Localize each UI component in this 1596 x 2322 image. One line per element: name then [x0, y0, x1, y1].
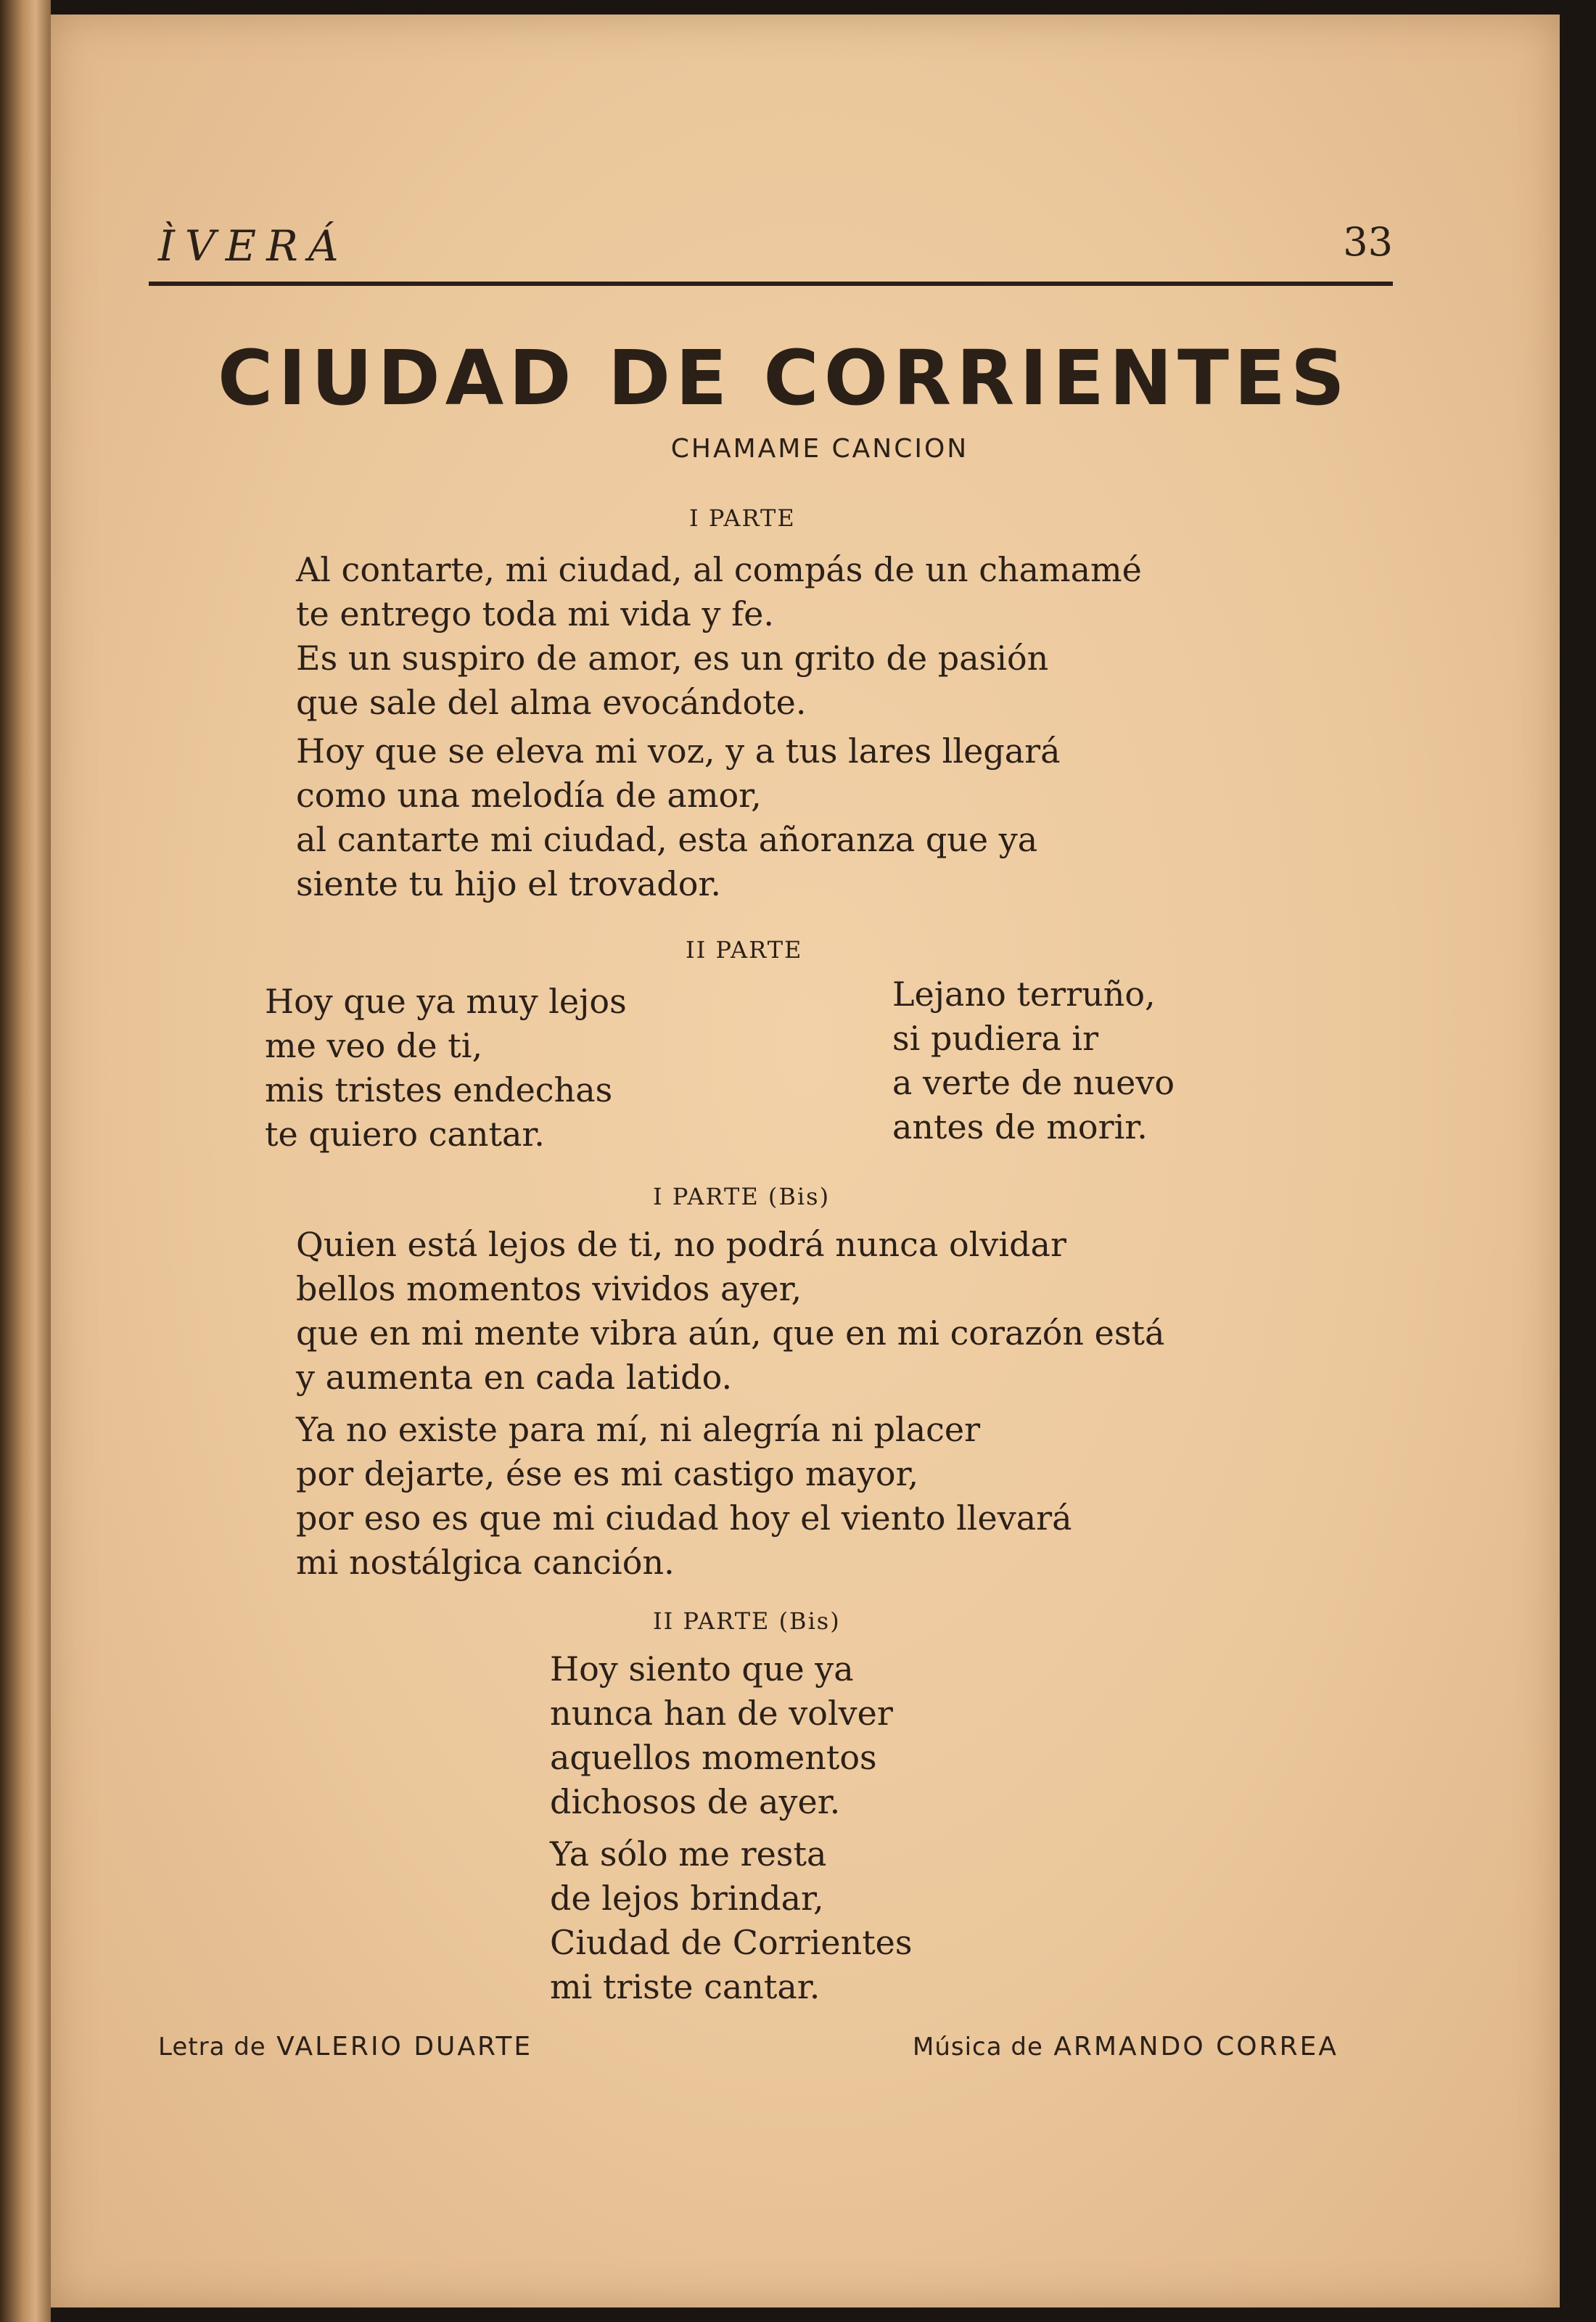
lyric-line: te entrego toda mi vida y fe.	[296, 594, 774, 633]
stanza	[296, 1408, 1072, 1585]
lyric-line: Hoy siento que ya	[550, 1649, 854, 1689]
stanza	[550, 1832, 913, 2009]
section-label: I PARTE (Bis)	[653, 1183, 831, 1210]
lyric-line: mi nostálgica canción.	[296, 1543, 675, 1582]
lyric-line: siente tu hijo el trovador.	[296, 864, 721, 903]
lyric-line: antes de morir.	[892, 1107, 1148, 1146]
stanza	[296, 1223, 1164, 1400]
lyric-line: mi triste cantar.	[550, 1967, 820, 2006]
stanza-left-column	[265, 980, 627, 1157]
lyric-line: Al contarte, mi ciudad, al compás de un chamamé	[296, 550, 1142, 589]
stanza-right-column	[892, 972, 1175, 1149]
lyric-line: si pudiera ir	[892, 1019, 1099, 1058]
music-prefix: Música de	[913, 2032, 1043, 2062]
lyric-line: Lejano terruño,	[892, 975, 1156, 1014]
stanza	[296, 729, 1061, 906]
lyric-line: bellos momentos vividos ayer,	[296, 1269, 802, 1308]
song-title: CIUDAD DE CORRIENTES	[218, 334, 1350, 422]
section-label: II PARTE	[686, 936, 803, 964]
book-page	[51, 15, 1560, 2307]
book-spine	[0, 0, 51, 2322]
lyric-line: nunca han de volver	[550, 1694, 893, 1733]
lyric-line: y aumenta en cada latido.	[296, 1358, 733, 1397]
section-label: II PARTE (Bis)	[653, 1607, 841, 1635]
lyric-line: Ya sólo me resta	[550, 1834, 827, 1874]
lyrics-author: VALERIO DUARTE	[276, 2032, 533, 2062]
running-title: ÌVERÁ	[158, 221, 349, 271]
lyrics-credit	[158, 2032, 532, 2062]
lyric-line: por dejarte, ése es mi castigo mayor,	[296, 1454, 919, 1493]
lyric-line: por eso es que mi ciudad hoy el viento llevará	[296, 1498, 1072, 1538]
stanza	[296, 548, 1142, 725]
section-label: I PARTE	[689, 504, 796, 532]
lyric-line: aquellos momentos	[550, 1738, 877, 1777]
stanza	[550, 1647, 893, 1824]
lyric-line: Ciudad de Corrientes	[550, 1923, 913, 1962]
lyric-line: de lejos brindar,	[550, 1879, 824, 1918]
lyric-line: que en mi mente vibra aún, que en mi corazón está	[296, 1313, 1165, 1353]
lyric-line: como una melodía de amor,	[296, 776, 762, 815]
lyric-line: Es un suspiro de amor, es un grito de pasión	[296, 639, 1049, 678]
lyric-line: que sale del alma evocándote.	[296, 683, 807, 722]
lyric-line: Hoy que se eleva mi voz, y a tus lares llegará	[296, 731, 1061, 771]
lyric-line: mis tristes endechas	[265, 1070, 613, 1109]
lyric-line: Ya no existe para mí, ni alegría ni placer	[296, 1410, 981, 1449]
lyric-line: me veo de ti,	[265, 1026, 483, 1065]
music-credit	[913, 2032, 1338, 2062]
song-subtitle: CHAMAME CANCION	[670, 434, 969, 464]
lyric-line: al cantarte mi ciudad, esta añoranza que ya	[296, 820, 1038, 859]
lyric-line: Quien está lejos de ti, no podrá nunca olvidar	[296, 1225, 1066, 1264]
lyric-line: te quiero cantar.	[265, 1115, 545, 1154]
lyrics-prefix: Letra de	[158, 2032, 266, 2062]
lyric-line: Hoy que ya muy lejos	[265, 982, 627, 1021]
lyric-line: dichosos de ayer.	[550, 1782, 841, 1821]
page-number: 33	[1343, 219, 1393, 265]
lyric-line: a verte de nuevo	[892, 1063, 1175, 1102]
header-rule	[149, 282, 1393, 286]
music-author: ARMANDO CORREA	[1053, 2032, 1338, 2062]
